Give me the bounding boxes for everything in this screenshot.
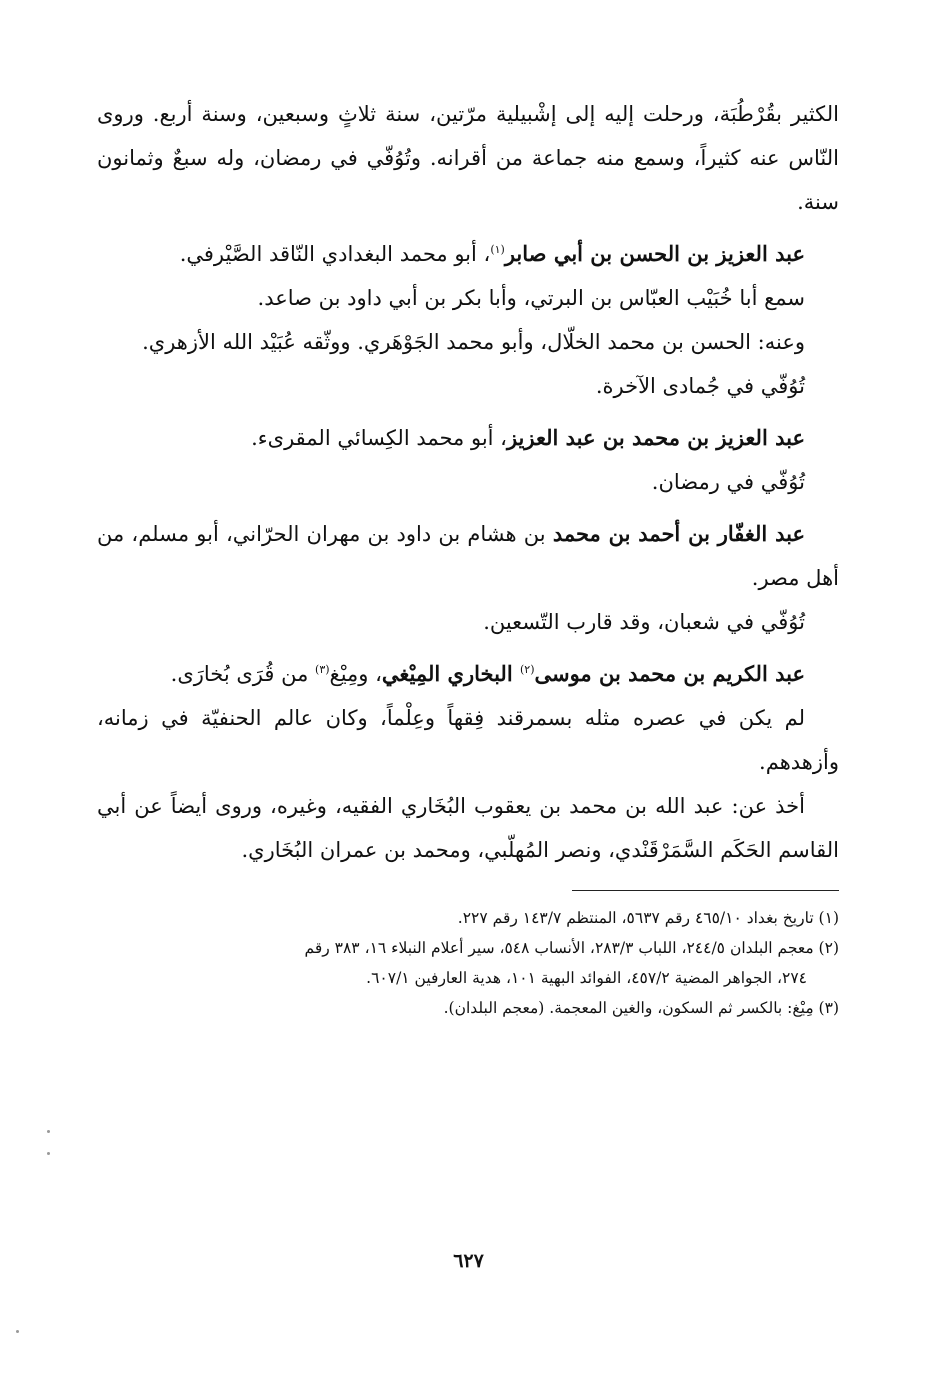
- entry-line: لم يكن في عصره مثله بسمرقند فِقهاً وعِلْماً، وكان عالم الحنفيّة في زمانه، وأزهدهم.: [97, 706, 839, 774]
- entry-title: عبد العزيز بن الحسن بن أبي صابر: [504, 241, 805, 266]
- footnote-1: (١) تاريخ بغداد ٤٦٥/١٠ رقم ٥٦٣٧، المنتظم ١٤٣/٧ رقم ٢٢٧.: [457, 909, 839, 927]
- footnotes: [97, 903, 839, 1023]
- entry-line: تُوُفّي في رمضان.: [651, 470, 805, 494]
- footnote-2-continued: ٢٧٤، الجواهر المضية ٤٥٧/٢، الفوائد البهية ١٠١، هدية العارفين ٦٠٧/١.: [366, 969, 807, 987]
- entry-line: وعنه: الحسن بن محمد الخلّال، وأبو محمد الجَوْهَري. ووثّقه عُبَيْد الله الأزهري.: [142, 330, 805, 354]
- scan-speck: [16, 1330, 19, 1333]
- page-number: ٦٢٧: [453, 1250, 484, 1272]
- entry-line: تُوُفّي في شعبان، وقد قارب التّسعين.: [483, 610, 805, 634]
- continuation-paragraph: الكثير بقُرْطُبَة، ورحلت إليه إلى إشْبيلية مرّتين، سنة ثلاثٍ وسبعين، وسنة أربع. وروى النّاس عنه كثيراً، وسمع منه جماعة من أقرانه. وتُوُفّي في رمضان، وله سبعٌ وثمانون سنة.: [97, 102, 839, 214]
- entry-rest: ، أبو محمد البغدادي النّاقد الصَّيْرفي.: [179, 242, 491, 266]
- footnote-divider: [572, 890, 839, 891]
- entry-rest: ، أبو محمد الكِسائي المقرىء.: [251, 426, 507, 450]
- footnote-3: (٣) مِيْغ: بالكسر ثم السكون، والغين المعجمة. (معجم البلدان).: [443, 999, 839, 1017]
- entry-line: سمع أبا خُبَيْب العبّاس بن البرتي، وأبا بكر بن أبي داود بن صاعد.: [257, 286, 805, 310]
- entry-title: عبد الكريم بن محمد بن موسى: [534, 661, 805, 686]
- entry-mid: ، ومِيْغ: [329, 662, 382, 686]
- entry-title: عبد الغفّار بن أحمد بن محمد: [552, 521, 805, 546]
- entry-abd-alghaffar: [97, 512, 839, 600]
- footnote-ref: (٣): [315, 663, 330, 676]
- entry-abd-alaziz-ibn-muhammad: [97, 416, 839, 460]
- entry-line: أخذ عن: عبد الله بن محمد بن يعقوب البُخَاري الفقيه، وغيره، وروى أيضاً عن أبي القاسم الحَكَم السَّمَرْقَنْدي، ونصر المُهلّبي، ومحمد بن عمران البُخَاري.: [97, 794, 839, 862]
- entry-rest: بن هشام بن داود بن مهران الحرّاني، أبو مسلم، من أهل مصر.: [97, 522, 839, 590]
- scan-speck: [47, 1130, 50, 1133]
- entry-abd-alkarim: [97, 652, 839, 696]
- footnote-2: (٢) معجم البلدان ٢٤٤/٥، اللباب ٢٨٣/٣، الأنساب ٥٤٨، سير أعلام النبلاء ١٦، ٣٨٣ رقم: [304, 939, 839, 957]
- entry-abd-alaziz-ibn-alhasan: [97, 232, 839, 276]
- footnote-ref: (٢): [519, 663, 535, 676]
- entry-title: عبد العزيز بن محمد بن عبد العزيز: [506, 425, 805, 450]
- scan-speck: [47, 1152, 50, 1155]
- footnote-ref: (١): [490, 243, 505, 256]
- entry-nisba: البخاري المِيْغي: [381, 661, 520, 686]
- page-body: [97, 92, 839, 1023]
- entry-line: تُوُفّي في جُمادى الآخرة.: [595, 374, 805, 398]
- entry-rest: من قُرَى بُخارَى.: [170, 662, 316, 686]
